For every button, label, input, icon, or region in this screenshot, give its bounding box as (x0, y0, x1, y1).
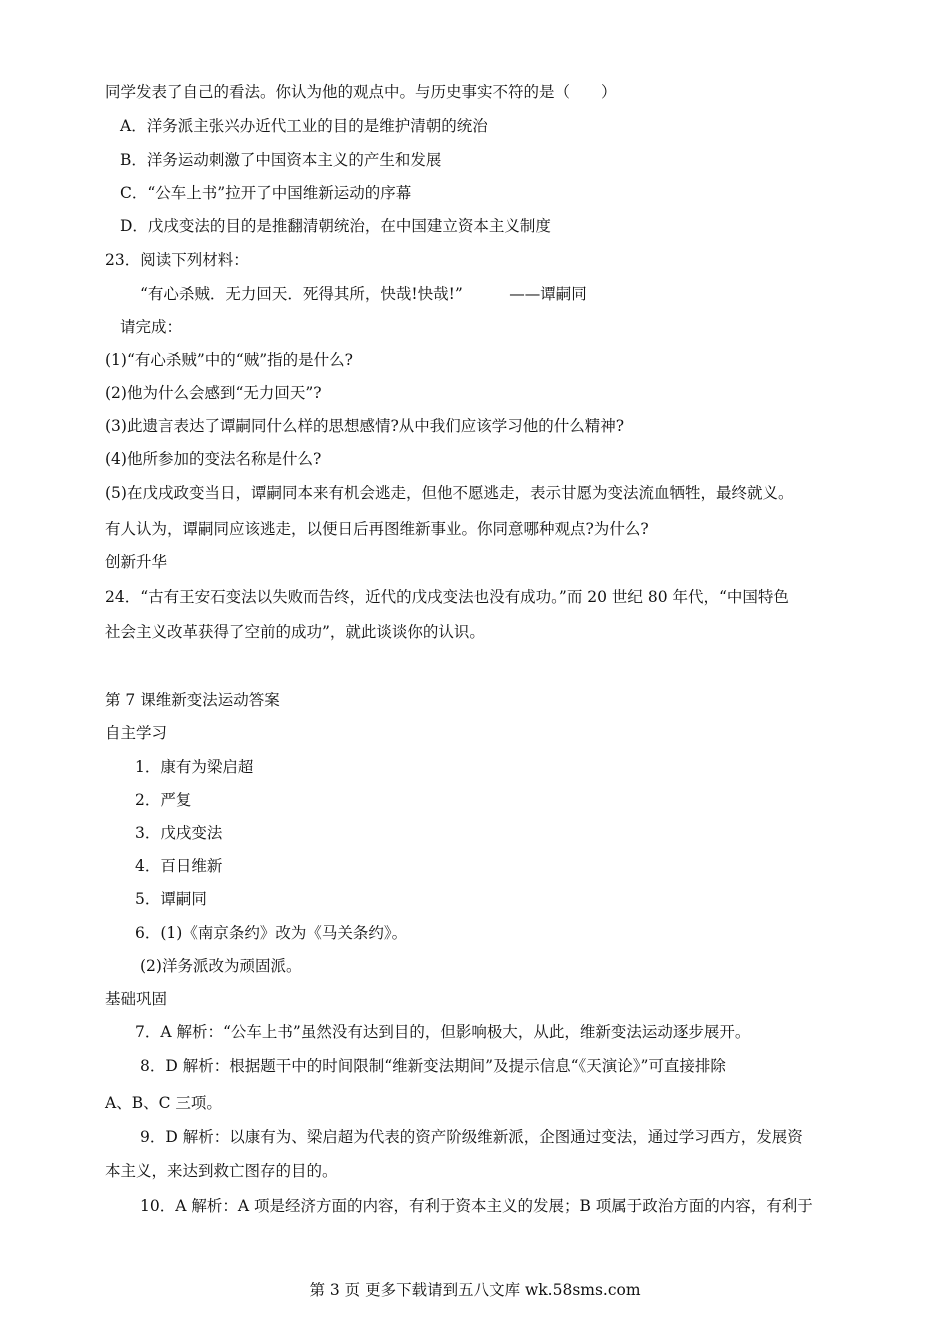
answer-7: 7．A 解析：“公车上书”虽然没有达到目的，但影响极大，从此，维新变法运动逐步展开。 (135, 1023, 751, 1041)
q23-quote: “有心杀贼．无力回天．死得其所，快哉!快哉!” ——谭嗣同 (140, 285, 587, 303)
q23-sub2: (2)他为什么会感到“无力回天”? (105, 384, 322, 402)
q23-sub5-line1: (5)在戊戌政变当日，谭嗣同本来有机会逃走，但他不愿逃走，表示甘愿为变法流血牺牲，最终就义。 (105, 484, 794, 502)
page-footer: 第 3 页 更多下载请到五八文库 wk.58sms.com (309, 1281, 641, 1299)
answer-9-line2: 本主义，来达到救亡图存的目的。 (105, 1162, 338, 1180)
q23-sub1: (1)“有心杀贼”中的“贼”指的是什么? (105, 351, 353, 369)
answers-title: 第 7 课维新变法运动答案 (105, 691, 280, 709)
q22-option-d: D．戊戌变法的目的是推翻清朝统治，在中国建立资本主义制度 (120, 217, 551, 235)
answer-1: 1．康有为梁启超 (135, 758, 254, 776)
section-heading-self-study: 自主学习 (105, 724, 168, 742)
q23-sub5-line2: 有人认为，谭嗣同应该逃走，以便日后再图维新事业。你同意哪种观点?为什么? (105, 520, 649, 538)
q22-option-a: A．洋务派主张兴办近代工业的目的是维护清朝的统治 (120, 117, 488, 135)
answer-9-line1: 9．D 解析：以康有为、梁启超为代表的资产阶级维新派，企图通过变法，通过学习西方，发展资 (140, 1128, 803, 1146)
answer-8-line1: 8．D 解析：根据题干中的时间限制“维新变法期间”及提示信息“《天演论》”可直接排除 (140, 1057, 726, 1075)
answer-2: 2．严复 (135, 791, 192, 809)
q23-instruction: 请完成： (120, 318, 183, 336)
answer-6-part1: 6．(1)《南京条约》改为《马关条约》。 (135, 924, 408, 942)
answer-4: 4．百日维新 (135, 857, 223, 875)
q22-option-b: B．洋务运动刺激了中国资本主义的产生和发展 (120, 151, 442, 169)
answer-10-line1: 10．A 解析：A 项是经济方面的内容，有利于资本主义的发展；B 项属于政治方面的内容，有利于 (140, 1197, 813, 1215)
q23-heading: 23．阅读下列材料： (105, 251, 249, 269)
q22-stem-continuation: 同学发表了自己的看法。你认为他的观点中。与历史事实不符的是（ ） (105, 83, 617, 101)
q23-sub4: (4)他所参加的变法名称是什么? (105, 450, 322, 468)
section-heading-innovation: 创新升华 (105, 553, 168, 571)
answer-8-line2: A、B、C 三项。 (105, 1094, 222, 1112)
answer-6-part2: (2)洋务派改为顽固派。 (140, 957, 302, 975)
section-heading-basic: 基础巩固 (105, 990, 168, 1008)
answer-5: 5．谭嗣同 (135, 890, 207, 908)
q24-line2: 社会主义改革获得了空前的成功”，就此谈谈你的认识。 (105, 623, 485, 641)
q24-line1: 24．“古有王安石变法以失败而告终，近代的戊戌变法也没有成功。”而 20 世纪 80 年代，“中国特色 (105, 588, 789, 606)
answer-3: 3．戊戌变法 (135, 824, 223, 842)
q23-sub3: (3)此遗言表达了谭嗣同什么样的思想感情?从中我们应该学习他的什么精神? (105, 417, 625, 435)
q22-option-c: C．“公车上书”拉开了中国维新运动的序幕 (120, 184, 412, 202)
